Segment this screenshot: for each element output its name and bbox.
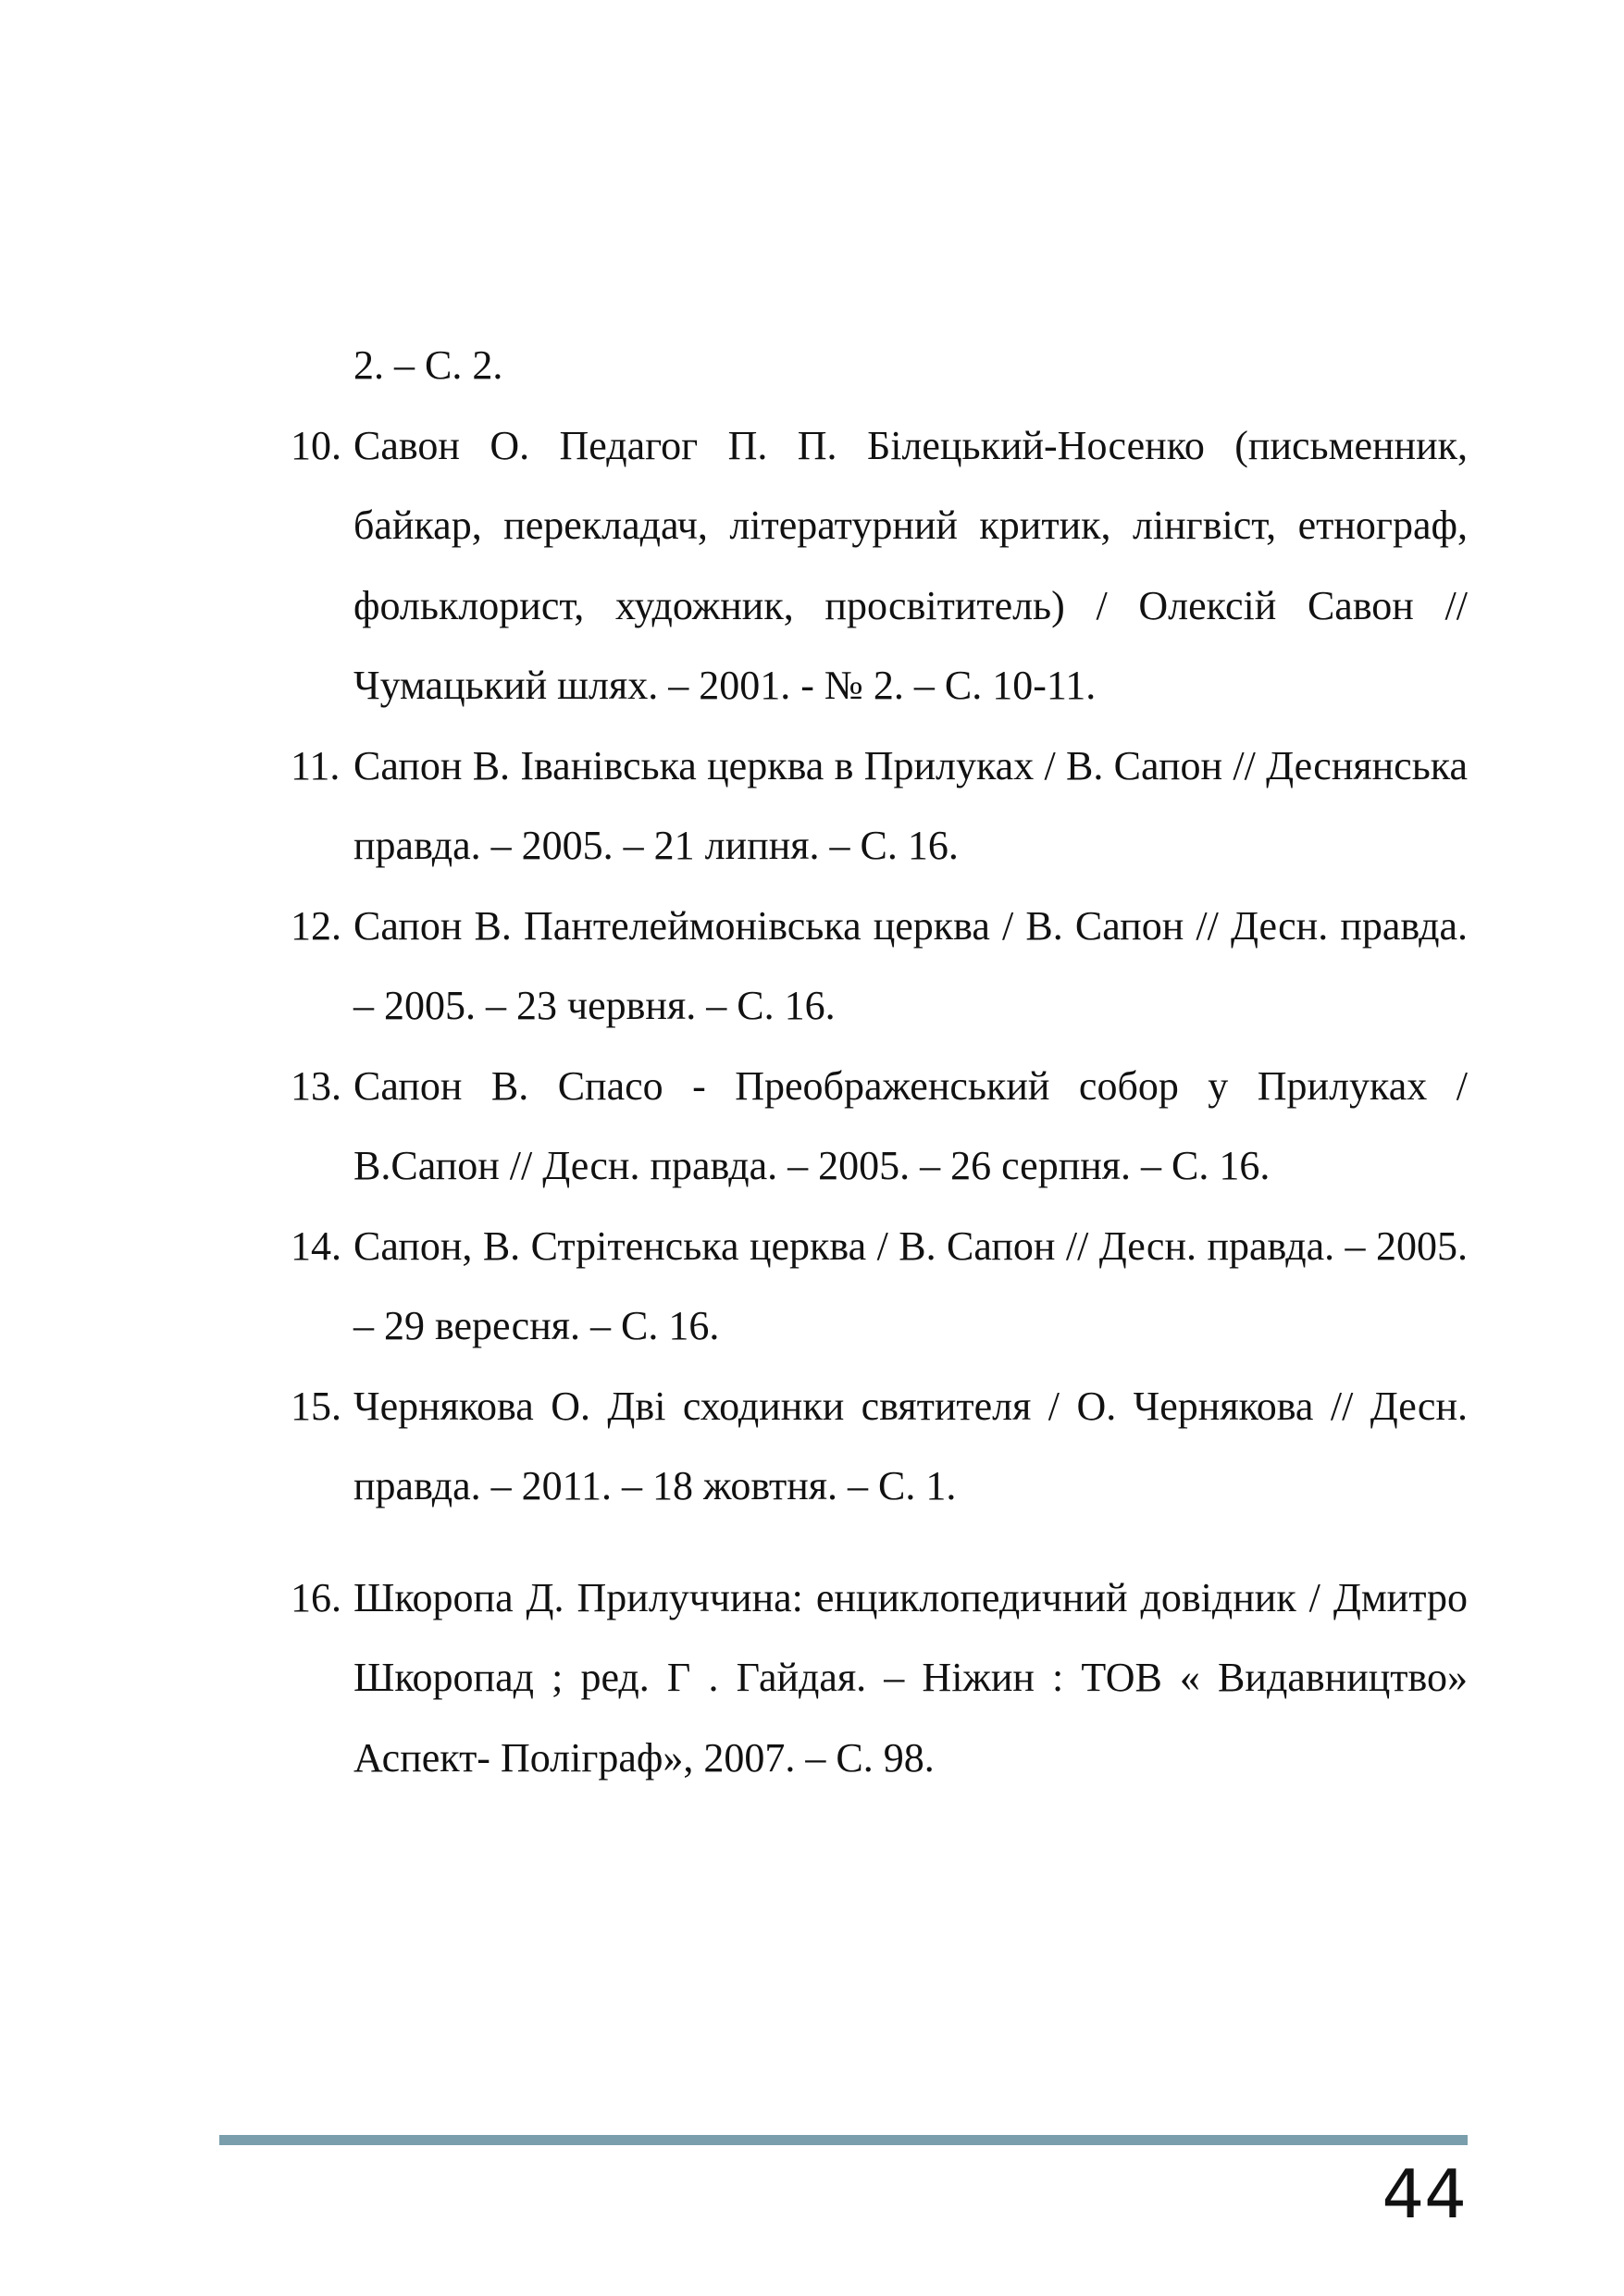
reference-number: 15.: [291, 1383, 341, 1429]
bibliography-section: [291, 326, 1468, 1798]
reference-item-14: [291, 1207, 1468, 1367]
reference-number: 16.: [291, 1574, 341, 1620]
reference-item-15: [291, 1367, 1468, 1527]
reference-text: Сапон В. Спасо - Преображенський собор у Прилуках / В.Сапон // Десн. правда. – 2005. – 26 серпня. – С. 16.: [353, 1062, 1468, 1188]
reference-item-11: [291, 726, 1468, 887]
reference-item-13: [291, 1047, 1468, 1207]
reference-text: Савон О. Педагог П. П. Білецький-Носенко (письменник, байкар, перекладач, літературний критик, лінгвіст, етнограф, фольклорист, художник, просвітитель) / Олексій Савон // Чумацький шлях. – 2001. - № 2. – С. 10-11.: [353, 422, 1468, 708]
page-number: 44: [1382, 2155, 1467, 2233]
reference-number: 12.: [291, 902, 341, 949]
reference-list: [291, 406, 1468, 1799]
reference-number: 13.: [291, 1062, 341, 1109]
reference-text: Чернякова О. Дві сходинки святителя / О. Чернякова // Десн. правда. – 2011. – 18 жовтня. – С. 1.: [353, 1383, 1468, 1508]
reference-item-12: [291, 887, 1468, 1047]
reference-text: Сапон В. Пантелеймонівська церква / В. Сапон // Десн. правда. – 2005. – 23 червня. – С. 16.: [353, 902, 1468, 1028]
reference-item-16: [291, 1558, 1468, 1799]
footer-divider: [219, 2135, 1468, 2145]
reference-number: 11.: [291, 742, 341, 788]
reference-number: 14.: [291, 1222, 341, 1269]
reference-text: Сапон, В. Стрітенська церква / В. Сапон // Десн. правда. – 2005. – 29 вересня. – С. 16.: [353, 1222, 1468, 1348]
reference-text: Сапон В. Іванівська церква в Прилуках / В. Сапон // Деснянська правда. – 2005. – 21 липня. – С. 16.: [353, 742, 1468, 868]
reference-text: Шкоропа Д. Прилуччина: енциклопедичний довідник / Дмитро Шкоропад ; ред. Г . Гайдая. – Ніжин : ТОВ « Видавництво» Аспект- Поліграф», 2007. – С. 98.: [353, 1574, 1468, 1781]
previous-reference-continuation: 2. – С. 2.: [353, 342, 503, 388]
reference-number: 10.: [291, 422, 341, 468]
reference-item-10: [291, 406, 1468, 726]
